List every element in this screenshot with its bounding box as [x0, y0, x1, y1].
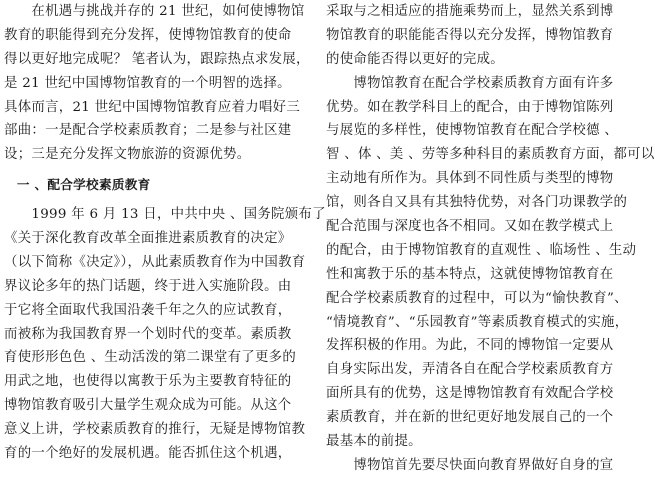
- right-paragraph-3: [326, 454, 620, 478]
- text-line: “情境教育”、“乐园教育”等素质教育模式的实施，: [326, 314, 629, 330]
- text-line: 界议论多年的热门话题，终于进入实施阶段。由: [4, 278, 292, 294]
- text-line: 采取与之相适应的措施乘势而上，显然关系到博: [326, 4, 614, 19]
- text-line: 博物馆教育在配合学校素质教育方面有许多: [326, 75, 614, 91]
- text-line: 面所具有的优势，这是博物馆教育有效配合学校: [326, 386, 614, 402]
- text-line: 博物馆首先要尽快面向教育界做好自身的宣: [326, 457, 614, 473]
- text-line: 馆，则各自又具有其独特优势，对各门功课教学的: [326, 195, 628, 211]
- text-line: 最基本的前提。: [326, 434, 422, 450]
- text-line: 教育的职能得到充分发挥，使博物馆教育的使命: [4, 27, 292, 43]
- text-line: 配合范围与深度也各不相同。又如在教学模式上: [326, 219, 614, 235]
- section-heading: 一 、配合学校素质教育: [4, 177, 151, 193]
- text-line: （以下简称《决定》），从此素质教育作为中国教育: [4, 254, 306, 270]
- text-line: 发挥积极的作用。为此，不同的博物馆一定要从: [326, 338, 614, 354]
- right-paragraph-1: [326, 0, 620, 72]
- text-line: 而被称为我国教育界一个划时代的变革。素质教: [4, 326, 292, 342]
- right-paragraph-2: [326, 72, 655, 454]
- text-line: 《关于深化教育改革全面推进素质教育的决定》: [4, 231, 292, 247]
- text-line: 的使命能否得以更好的完成。: [326, 51, 504, 67]
- text-line: 于它将全面取代我国沿袭千年之久的应试教育，: [4, 302, 292, 318]
- text-line: 性和寓教于乐的基本特点，这就使博物馆教育在: [326, 266, 614, 282]
- text-line: 用武之地，也使得以寓教于乐为主要教育特征的: [4, 374, 292, 390]
- left-paragraph-1: [4, 0, 310, 167]
- text-line: 育使形形色色 、生动活泼的第二课堂有了更多的: [4, 350, 297, 366]
- text-line: 得以更好地完成呢？ 笔者认为，跟踪热点求发展，: [4, 51, 310, 67]
- text-line: 物馆教育的职能能否得以充分发挥，博物馆教育: [326, 27, 614, 43]
- section-heading-wrapper: [4, 167, 302, 203]
- text-line: 部曲：一是配合学校素质教育；二是参与社区建: [4, 123, 292, 139]
- right-column: [326, 0, 655, 478]
- text-line: 设；三是充分发挥文物旅游的资源优势。: [4, 147, 251, 163]
- text-line: 博物馆教育吸引大量学生观众成为可能。从这个: [4, 398, 292, 414]
- text-line: 具体而言，21 世纪中国博物馆教育应着力唱好三: [4, 99, 301, 115]
- text-line: 主动地有所作为。具体到不同性质与类型的博物: [326, 171, 614, 187]
- text-line: 在机遇与挑战并存的 21 世纪，如何使博物馆: [4, 4, 305, 19]
- text-line: 1999 年 6 月 13 日，中共中央 、国务院颁布了: [4, 207, 326, 223]
- text-line: 意义上讲，学校素质教育的推行，无疑是博物馆教: [4, 422, 306, 438]
- text-line: 素质教育，并在新的世纪更好地发展自己的一个: [326, 410, 614, 426]
- text-line: 配合学校素质教育的过程中，可以为“愉快教育”、: [326, 290, 628, 306]
- text-line: 优势。如在教学科目上的配合，由于博物馆陈列: [326, 99, 614, 115]
- text-line: 自身实际出发，弄清各自在配合学校素质教育方: [326, 362, 614, 378]
- text-line: 智 、体 、美 、劳等多种科目的素质教育方面，都可以: [326, 147, 655, 163]
- text-line: 与展览的多样性，使博物馆教育在配合学校德 、: [326, 123, 619, 139]
- text-line: 的配合，由于博物馆教育的直观性 、临场性 、生动: [326, 242, 637, 258]
- left-paragraph-2: [4, 203, 326, 466]
- text-line: 是 21 世纪中国博物馆教育的一个明智的选择。: [4, 75, 291, 91]
- text-line: 育的一个绝好的发展机遇。能否抓住这个机遇，: [4, 446, 292, 462]
- left-column: [4, 0, 326, 466]
